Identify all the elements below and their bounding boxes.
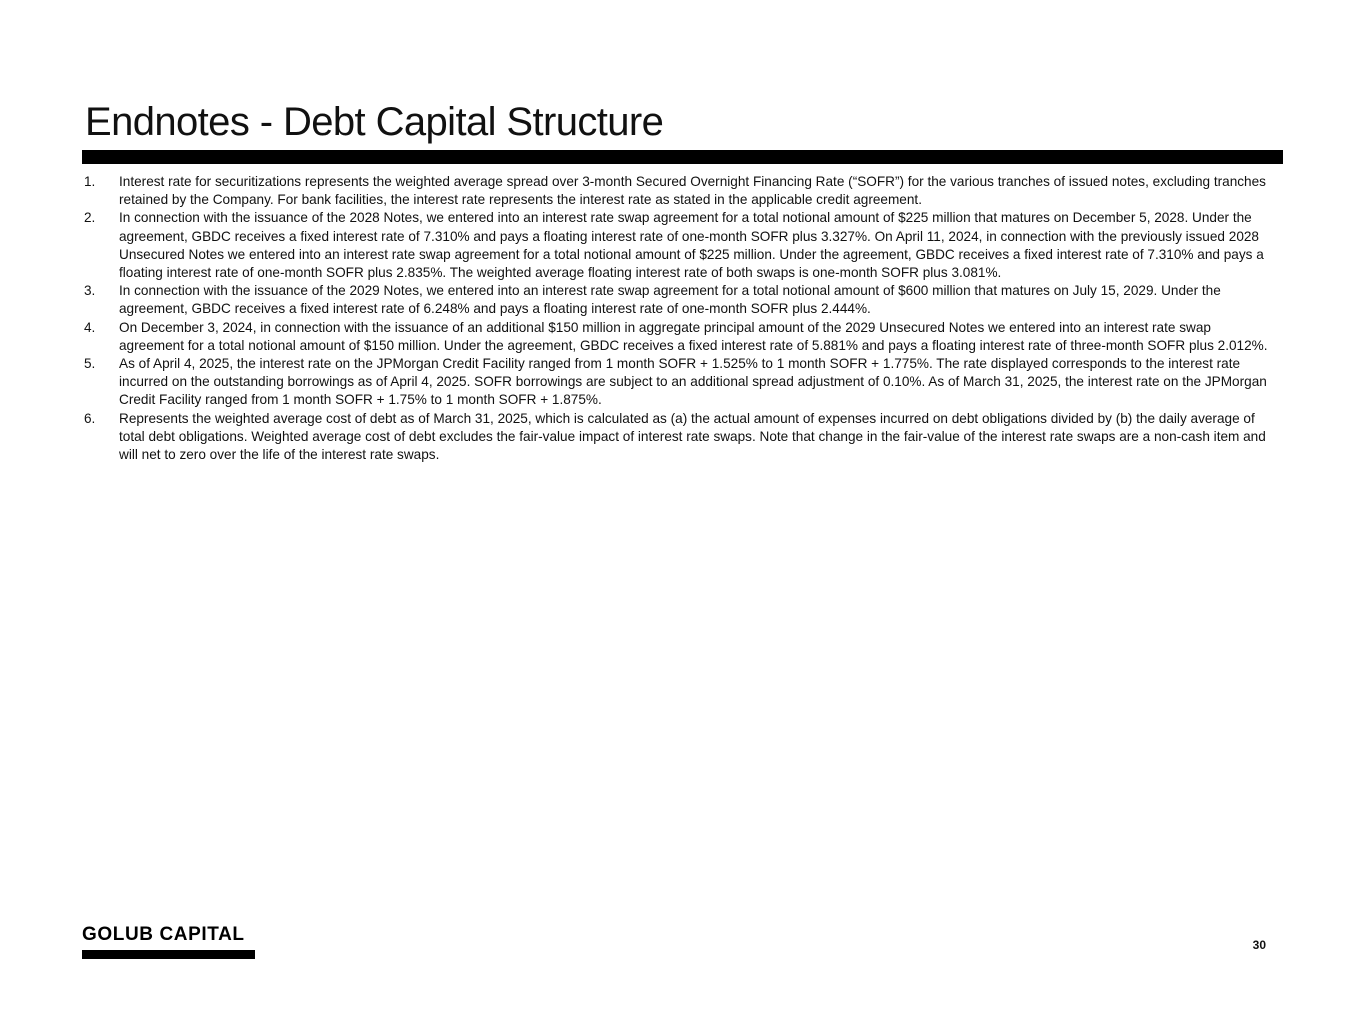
endnote-item (84, 319, 1276, 355)
endnote-text: In connection with the issuance of the 2029 Notes, we entered into an interest rate swap agreement for a total notional amount of $600 million that matures on July 15, 2029. Under the agreement, GBDC receives a fixed interest rate of 6.248% and pays a floating interest rate of one-month SOFR plus 2.444%. (119, 283, 1221, 317)
endnote-number: 2. (84, 210, 96, 226)
golub-capital-logo (82, 924, 255, 960)
endnote-number: 5. (84, 356, 96, 372)
endnote-number: 6. (84, 410, 96, 426)
endnote-text: Represents the weighted average cost of debt as of March 31, 2025, which is calculated as (a) the actual amount of expenses incurred on debt obligations divided by (b) the daily average of total debt obligations. Weighted average cost of debt excludes the fair-value impact of interest rate swaps. Note that change in the fair-value of the interest rate swaps are a non-cash item and will net to zero over the life of the interest rate swaps. (119, 410, 1266, 463)
endnote-text: On December 3, 2024, in connection with the issuance of an additional $150 million in aggregate principal amount of the 2029 Unsecured Notes we entered into an interest rate swap agreement for a total notional amount of $150 million. Under the agreement, GBDC receives a fixed interest rate of 5.881% and pays a floating interest rate of three-month SOFR plus 2.012%. (119, 319, 1268, 353)
title-divider (82, 150, 1283, 164)
endnotes-list (84, 173, 1276, 464)
endnote-number: 1. (84, 174, 96, 189)
endnote-text: In connection with the issuance of the 2028 Notes, we entered into an interest rate swap agreement for a total notional amount of $225 million that matures on December 5, 2028. Under the agreement, GBDC receives a fixed interest rate of 7.310% and pays a floating interest rate of one-month SOFR plus 3.327%. On April 11, 2024, in connection with the previously issued 2028 Unsecured Notes we entered into an interest rate swap agreement for a total notional amount of $225 million. Under the agreement, GBDC receives a fixed interest rate of 7.310% and pays a floating interest rate of one-month SOFR plus 2.835%. The weighted average floating interest rate of both swaps is one-month SOFR plus 3.081%. (119, 210, 1264, 281)
logo-wordmark: GOLUB CAPITAL (82, 924, 245, 945)
endnote-item (84, 209, 1276, 282)
endnote-item (84, 282, 1276, 318)
endnote-item (84, 410, 1276, 465)
endnote-number: 4. (84, 319, 96, 335)
endnote-number: 3. (84, 283, 96, 299)
endnote-text: Interest rate for securitizations represents the weighted average spread over 3-month Secured Overnight Financing Rate (“SOFR”) for the various tranches of issued notes, excluding tranches retained by the Company. For bank facilities, the interest rate represents the interest rate as stated in the applicable credit agreement. (119, 174, 1266, 208)
page-number: 30 (1252, 938, 1266, 952)
endnote-text: As of April 4, 2025, the interest rate on the JPMorgan Credit Facility ranged from 1 month SOFR + 1.525% to 1 month SOFR + 1.775%. The rate displayed corresponds to the interest rate incurred on the outstanding borrowings as of April 4, 2025. SOFR borrowings are subject to an additional spread adjustment of 0.10%. As of March 31, 2025, the interest rate on the JPMorgan Credit Facility ranged from 1 month SOFR + 1.75% to 1 month SOFR + 1.875%. (119, 356, 1267, 408)
logo-underline-bar (82, 950, 255, 959)
endnote-item (84, 173, 1276, 209)
page-title: Endnotes - Debt Capital Structure (85, 100, 664, 144)
endnote-item (84, 355, 1276, 410)
